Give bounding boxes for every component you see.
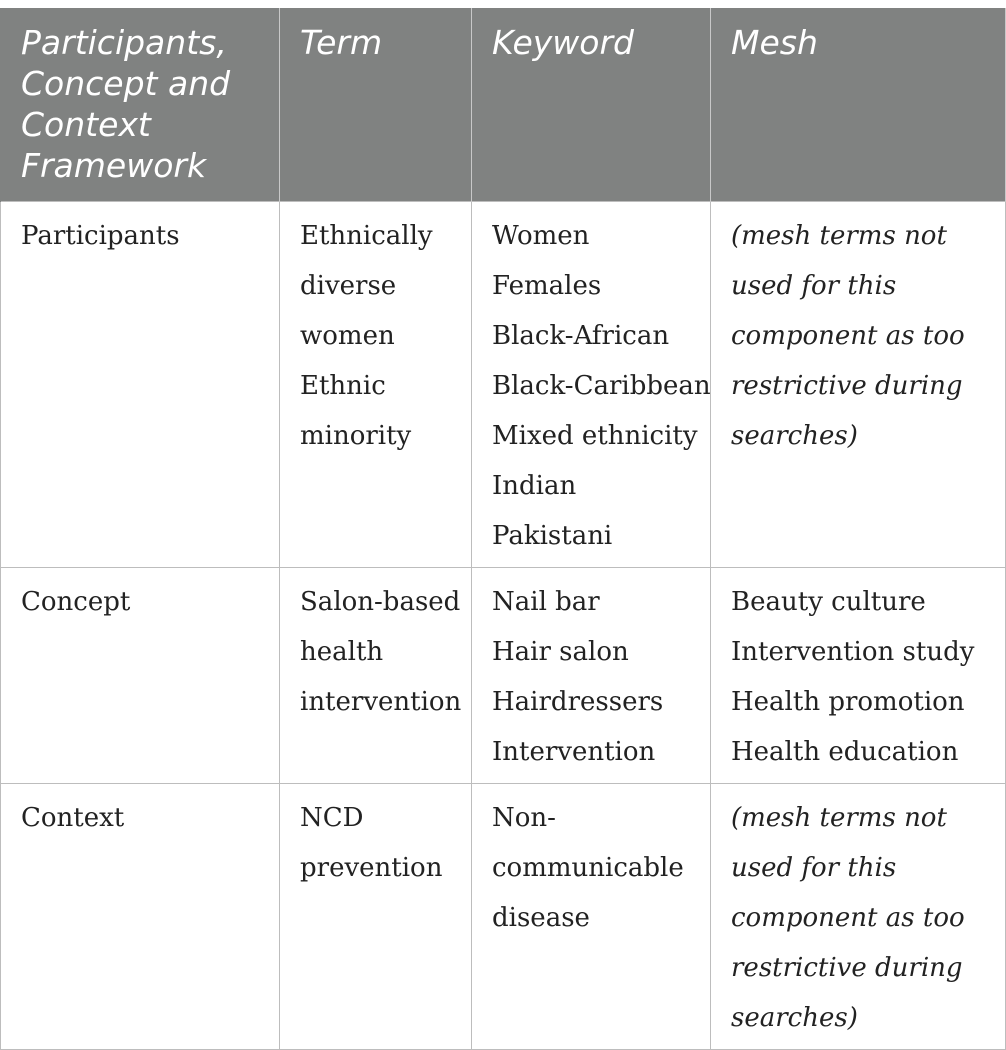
header-keyword: Keyword bbox=[472, 8, 711, 202]
header-row bbox=[1, 8, 1006, 202]
keyword-item: Intervention bbox=[492, 737, 656, 767]
header-term: Term bbox=[280, 8, 472, 202]
table-row-concept bbox=[1, 568, 1006, 784]
keyword-item: Women bbox=[492, 221, 590, 251]
header-framework: Participants, Concept and Context Framework bbox=[1, 8, 280, 202]
header-mesh: Mesh bbox=[711, 8, 1006, 202]
component-participants: Participants bbox=[1, 202, 280, 568]
term-item: Ethnic minority bbox=[300, 371, 412, 451]
mesh-note: (mesh terms not used for this component as too restrictive during searches) bbox=[711, 784, 1006, 1050]
mesh-cell bbox=[711, 568, 1006, 784]
mesh-item: Intervention study bbox=[731, 637, 975, 667]
term-item: Ethnically diverse women bbox=[300, 221, 433, 351]
mesh-note: (mesh terms not used for this component as too restrictive during searches) bbox=[711, 202, 1006, 568]
pcc-framework-table bbox=[0, 8, 1006, 1050]
keyword-item: Mixed ethnicity bbox=[492, 421, 698, 451]
mesh-item: Health promotion bbox=[731, 687, 965, 717]
mesh-item: Beauty culture bbox=[731, 587, 926, 617]
term-cell bbox=[280, 568, 472, 784]
table-row-context bbox=[1, 784, 1006, 1050]
keyword-item: Hairdressers bbox=[492, 687, 664, 717]
term-item: Salon-based health intervention bbox=[300, 587, 462, 717]
keyword-item: Non-communicable disease bbox=[492, 803, 684, 933]
keyword-item: Black-African bbox=[492, 321, 670, 351]
keyword-item: Hair salon bbox=[492, 637, 629, 667]
keyword-item: Pakistani bbox=[492, 521, 613, 551]
keyword-item: Indian bbox=[492, 471, 577, 501]
term-cell bbox=[280, 202, 472, 568]
keyword-item: Black-Caribbean bbox=[492, 371, 711, 401]
component-concept: Concept bbox=[1, 568, 280, 784]
term-item: NCD prevention bbox=[300, 803, 443, 883]
mesh-item: Health education bbox=[731, 737, 959, 767]
keyword-cell bbox=[472, 784, 711, 1050]
term-cell bbox=[280, 784, 472, 1050]
keyword-item: Nail bar bbox=[492, 587, 600, 617]
component-context: Context bbox=[1, 784, 280, 1050]
table-row-participants bbox=[1, 202, 1006, 568]
keyword-item: Females bbox=[492, 271, 602, 301]
keyword-cell bbox=[472, 202, 711, 568]
keyword-cell bbox=[472, 568, 711, 784]
